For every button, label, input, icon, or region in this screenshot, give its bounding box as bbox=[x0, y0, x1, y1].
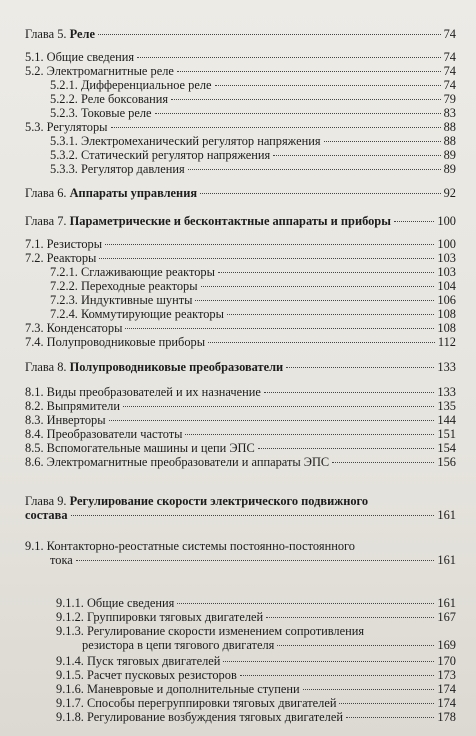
page-number: 83 bbox=[443, 106, 456, 120]
page-number: 74 bbox=[443, 27, 456, 41]
entry-label: 5.1. Общие сведения bbox=[25, 50, 135, 64]
section-9-1-line1: 9.1. Контакторно-реостатные системы постоянно-постоянного bbox=[25, 539, 355, 553]
page-number: 89 bbox=[443, 162, 456, 176]
page-number: 103 bbox=[437, 251, 456, 265]
toc-chapter-entry bbox=[25, 186, 456, 200]
dot-leader bbox=[277, 645, 434, 646]
toc-entry bbox=[25, 399, 456, 413]
page-number: 144 bbox=[437, 413, 456, 427]
dot-leader bbox=[273, 155, 440, 156]
entry-label: 9.1.2. Группировки тяговых двигателей bbox=[56, 610, 264, 624]
toc-entry bbox=[25, 64, 456, 78]
entry-label: 9.1.6. Маневровые и дополнительные ступени bbox=[56, 682, 300, 696]
dot-leader bbox=[223, 661, 434, 662]
entry-title bbox=[56, 696, 336, 710]
toc-entry bbox=[56, 710, 456, 724]
entry-title bbox=[50, 293, 192, 307]
page-number: 167 bbox=[437, 610, 456, 624]
entry-label: Глава 5. bbox=[25, 27, 67, 41]
dot-leader bbox=[111, 127, 441, 128]
toc-entry bbox=[25, 441, 456, 455]
page-number: 108 bbox=[437, 321, 456, 335]
entry-title bbox=[56, 668, 237, 682]
dot-leader bbox=[177, 603, 434, 604]
toc-entry bbox=[25, 427, 456, 441]
page-number: 104 bbox=[437, 279, 456, 293]
dot-leader bbox=[303, 689, 435, 690]
entry-title bbox=[56, 596, 174, 610]
toc-entry bbox=[56, 668, 456, 682]
entry-label: 7.1. Резисторы bbox=[25, 237, 103, 251]
entry-label: 8.2. Выпрямители bbox=[25, 399, 120, 413]
dot-leader bbox=[266, 617, 434, 618]
toc-chapter-entry bbox=[25, 360, 456, 374]
entry-title bbox=[25, 237, 102, 251]
toc-entry bbox=[50, 162, 456, 176]
entry-bold-title: Параметрические и бесконтактные аппараты и приборы bbox=[69, 214, 391, 228]
page-number: 169 bbox=[437, 638, 456, 652]
page-number: 89 bbox=[443, 148, 456, 162]
page-number: 133 bbox=[437, 360, 456, 374]
dot-leader bbox=[227, 314, 434, 315]
page-number: 161 bbox=[437, 553, 456, 567]
toc-entry bbox=[50, 279, 456, 293]
entry-title bbox=[56, 654, 220, 668]
entry-label: 7.2.2. Переходные реакторы bbox=[50, 279, 198, 293]
entry-title bbox=[50, 307, 224, 321]
dot-leader bbox=[171, 99, 441, 100]
page-number: 106 bbox=[437, 293, 456, 307]
page-number: 79 bbox=[443, 92, 456, 106]
dot-leader bbox=[125, 328, 434, 329]
entry-title bbox=[25, 251, 96, 265]
toc-entry bbox=[56, 654, 456, 668]
toc-entry bbox=[50, 265, 456, 279]
toc-entry bbox=[25, 251, 456, 265]
section-9-1-3-line2: резистора в цепи тягового двигателя 169 bbox=[82, 638, 456, 652]
dot-leader bbox=[123, 406, 434, 407]
toc-entry bbox=[50, 106, 456, 120]
entry-label: 9.1.7. Способы перегруппировки тяговых двигателей bbox=[56, 696, 337, 710]
entry-title bbox=[50, 265, 215, 279]
dot-leader bbox=[185, 434, 434, 435]
entry-title bbox=[25, 335, 205, 349]
entry-title bbox=[50, 148, 270, 162]
entry-title bbox=[25, 120, 108, 134]
dot-leader bbox=[394, 221, 435, 222]
dot-leader bbox=[137, 57, 441, 58]
toc-entry bbox=[50, 134, 456, 148]
toc-entry bbox=[25, 335, 456, 349]
dot-leader bbox=[177, 71, 441, 72]
entry-title bbox=[50, 106, 152, 120]
entry-title bbox=[50, 134, 321, 148]
dot-leader bbox=[332, 462, 434, 463]
entry-label: 8.3. Инверторы bbox=[25, 413, 106, 427]
entry-title bbox=[25, 427, 182, 441]
page-number: 108 bbox=[437, 307, 456, 321]
entry-label: 5.3. Регуляторы bbox=[25, 120, 108, 134]
entry-title bbox=[25, 27, 95, 41]
entry-title bbox=[50, 279, 198, 293]
entry-title bbox=[25, 214, 391, 228]
page-number: 112 bbox=[437, 335, 456, 349]
entry-label: 5.2. Электромагнитные реле bbox=[25, 64, 174, 78]
entry-label: Глава 8. bbox=[25, 360, 67, 374]
dot-leader bbox=[346, 717, 434, 718]
dot-leader bbox=[339, 703, 434, 704]
page-number: 178 bbox=[437, 710, 456, 724]
dot-leader bbox=[98, 34, 441, 35]
entry-label: Глава 6. bbox=[25, 186, 67, 200]
entry-label: 7.2.1. Сглаживающие реакторы bbox=[50, 265, 215, 279]
page-number: 88 bbox=[443, 134, 456, 148]
entry-bold-title: Полупроводниковые преобразователи bbox=[69, 360, 284, 374]
entry-label: 5.3.1. Электромеханический регулятор напряжения bbox=[50, 134, 321, 148]
entry-title bbox=[25, 186, 197, 200]
entry-title bbox=[50, 162, 185, 176]
entry-bold-title: Аппараты управления bbox=[69, 186, 198, 200]
toc-entry bbox=[25, 237, 456, 251]
entry-bold-title: Реле bbox=[69, 27, 95, 41]
page-number: 161 bbox=[437, 596, 456, 610]
toc-entry bbox=[50, 148, 456, 162]
page-number: 170 bbox=[437, 654, 456, 668]
page-number: 156 bbox=[437, 455, 456, 469]
page-number: 174 bbox=[437, 696, 456, 710]
dot-leader bbox=[99, 258, 434, 259]
dot-leader bbox=[208, 342, 435, 343]
page-number: 74 bbox=[443, 50, 456, 64]
page-number: 174 bbox=[437, 682, 456, 696]
page-number: 92 bbox=[443, 186, 456, 200]
entry-label: 7.4. Полупроводниковые приборы bbox=[25, 335, 206, 349]
toc-entry bbox=[50, 78, 456, 92]
entry-title bbox=[25, 413, 106, 427]
toc-chapter-entry bbox=[25, 27, 456, 41]
toc-entry bbox=[56, 682, 456, 696]
entry-label: 9.1.5. Расчет пусковых резисторов bbox=[56, 668, 237, 682]
dot-leader bbox=[264, 392, 435, 393]
entry-label: 7.2.3. Индуктивные шунты bbox=[50, 293, 193, 307]
dot-leader bbox=[76, 560, 435, 561]
toc-entry bbox=[50, 307, 456, 321]
toc-entry bbox=[25, 120, 456, 134]
dot-leader bbox=[215, 85, 441, 86]
page-number: 100 bbox=[437, 214, 456, 228]
entry-label: 9.1.4. Пуск тяговых двигателей bbox=[56, 654, 221, 668]
dot-leader bbox=[324, 141, 441, 142]
page-number: 154 bbox=[437, 441, 456, 455]
entry-label: 9.1.8. Регулирование возбуждения тяговых двигателей bbox=[56, 710, 343, 724]
entry-label: 5.3.3. Регулятор давления bbox=[50, 162, 185, 176]
toc-entry bbox=[25, 50, 456, 64]
entry-label: 8.5. Вспомогательные машины и цепи ЭПС bbox=[25, 441, 255, 455]
entry-label: 7.2. Реакторы bbox=[25, 251, 97, 265]
toc-entry bbox=[25, 413, 456, 427]
entry-label: 7.3. Конденсаторы bbox=[25, 321, 123, 335]
entry-label: 5.2.3. Токовые реле bbox=[50, 106, 152, 120]
dot-leader bbox=[71, 515, 435, 516]
dot-leader bbox=[258, 448, 435, 449]
entry-label: 8.1. Виды преобразователей и их назначение bbox=[25, 385, 261, 399]
entry-title bbox=[56, 710, 343, 724]
page-number: 103 bbox=[437, 265, 456, 279]
entry-label: 5.3.2. Статический регулятор напряжения bbox=[50, 148, 271, 162]
entry-label: 5.2.2. Реле боксования bbox=[50, 92, 169, 106]
dot-leader bbox=[195, 300, 434, 301]
dot-leader bbox=[201, 286, 435, 287]
entry-title bbox=[25, 399, 120, 413]
entry-title bbox=[50, 92, 168, 106]
page-number: 74 bbox=[443, 78, 456, 92]
entry-title bbox=[25, 441, 255, 455]
page-number: 133 bbox=[437, 385, 456, 399]
toc-entry bbox=[50, 92, 456, 106]
entry-title bbox=[25, 385, 261, 399]
entry-label: 8.4. Преобразователи частоты bbox=[25, 427, 183, 441]
dot-leader bbox=[200, 193, 441, 194]
section-9-1-line2: тока 161 bbox=[50, 553, 456, 567]
entry-label: Глава 7. bbox=[25, 214, 67, 228]
entry-title bbox=[25, 360, 283, 374]
section-9-1-3-line1: 9.1.3. Регулирование скорости изменением сопротивления bbox=[56, 624, 365, 638]
entry-label: 7.2.4. Коммутирующие реакторы bbox=[50, 307, 224, 321]
dot-leader bbox=[155, 113, 441, 114]
entry-label: 5.2.1. Дифференциальное реле bbox=[50, 78, 212, 92]
dot-leader bbox=[188, 169, 441, 170]
toc-entry bbox=[56, 610, 456, 624]
entry-title bbox=[25, 321, 122, 335]
dot-leader bbox=[240, 675, 435, 676]
page-number: 135 bbox=[437, 399, 456, 413]
dot-leader bbox=[109, 420, 435, 421]
dot-leader bbox=[105, 244, 434, 245]
entry-title bbox=[56, 610, 263, 624]
page-number: 151 bbox=[437, 427, 456, 441]
entry-title bbox=[50, 78, 212, 92]
toc-entry bbox=[56, 696, 456, 710]
entry-label: 8.6. Электромагнитные преобразователи и аппараты ЭПС bbox=[25, 455, 330, 469]
entry-title bbox=[25, 64, 174, 78]
toc-entry bbox=[25, 321, 456, 335]
toc-entry bbox=[50, 293, 456, 307]
entry-title bbox=[56, 682, 300, 696]
entry-title bbox=[25, 50, 134, 64]
chapter-9-title-line2: состава 161 bbox=[25, 508, 456, 522]
chapter-9-title-line1: Глава 9. Регулирование скорости электрического подвижного bbox=[25, 494, 369, 508]
page-number: 173 bbox=[437, 668, 456, 682]
entry-label: 9.1.1. Общие сведения bbox=[56, 596, 175, 610]
toc-entry bbox=[25, 455, 456, 469]
toc-entry bbox=[56, 596, 456, 610]
page-number: 100 bbox=[437, 237, 456, 251]
toc-entry bbox=[25, 385, 456, 399]
dot-leader bbox=[286, 367, 434, 368]
page-number: 88 bbox=[443, 120, 456, 134]
page-number: 161 bbox=[437, 508, 456, 522]
entry-title bbox=[25, 455, 329, 469]
page-number: 74 bbox=[443, 64, 456, 78]
dot-leader bbox=[218, 272, 434, 273]
toc-chapter-entry bbox=[25, 214, 456, 228]
